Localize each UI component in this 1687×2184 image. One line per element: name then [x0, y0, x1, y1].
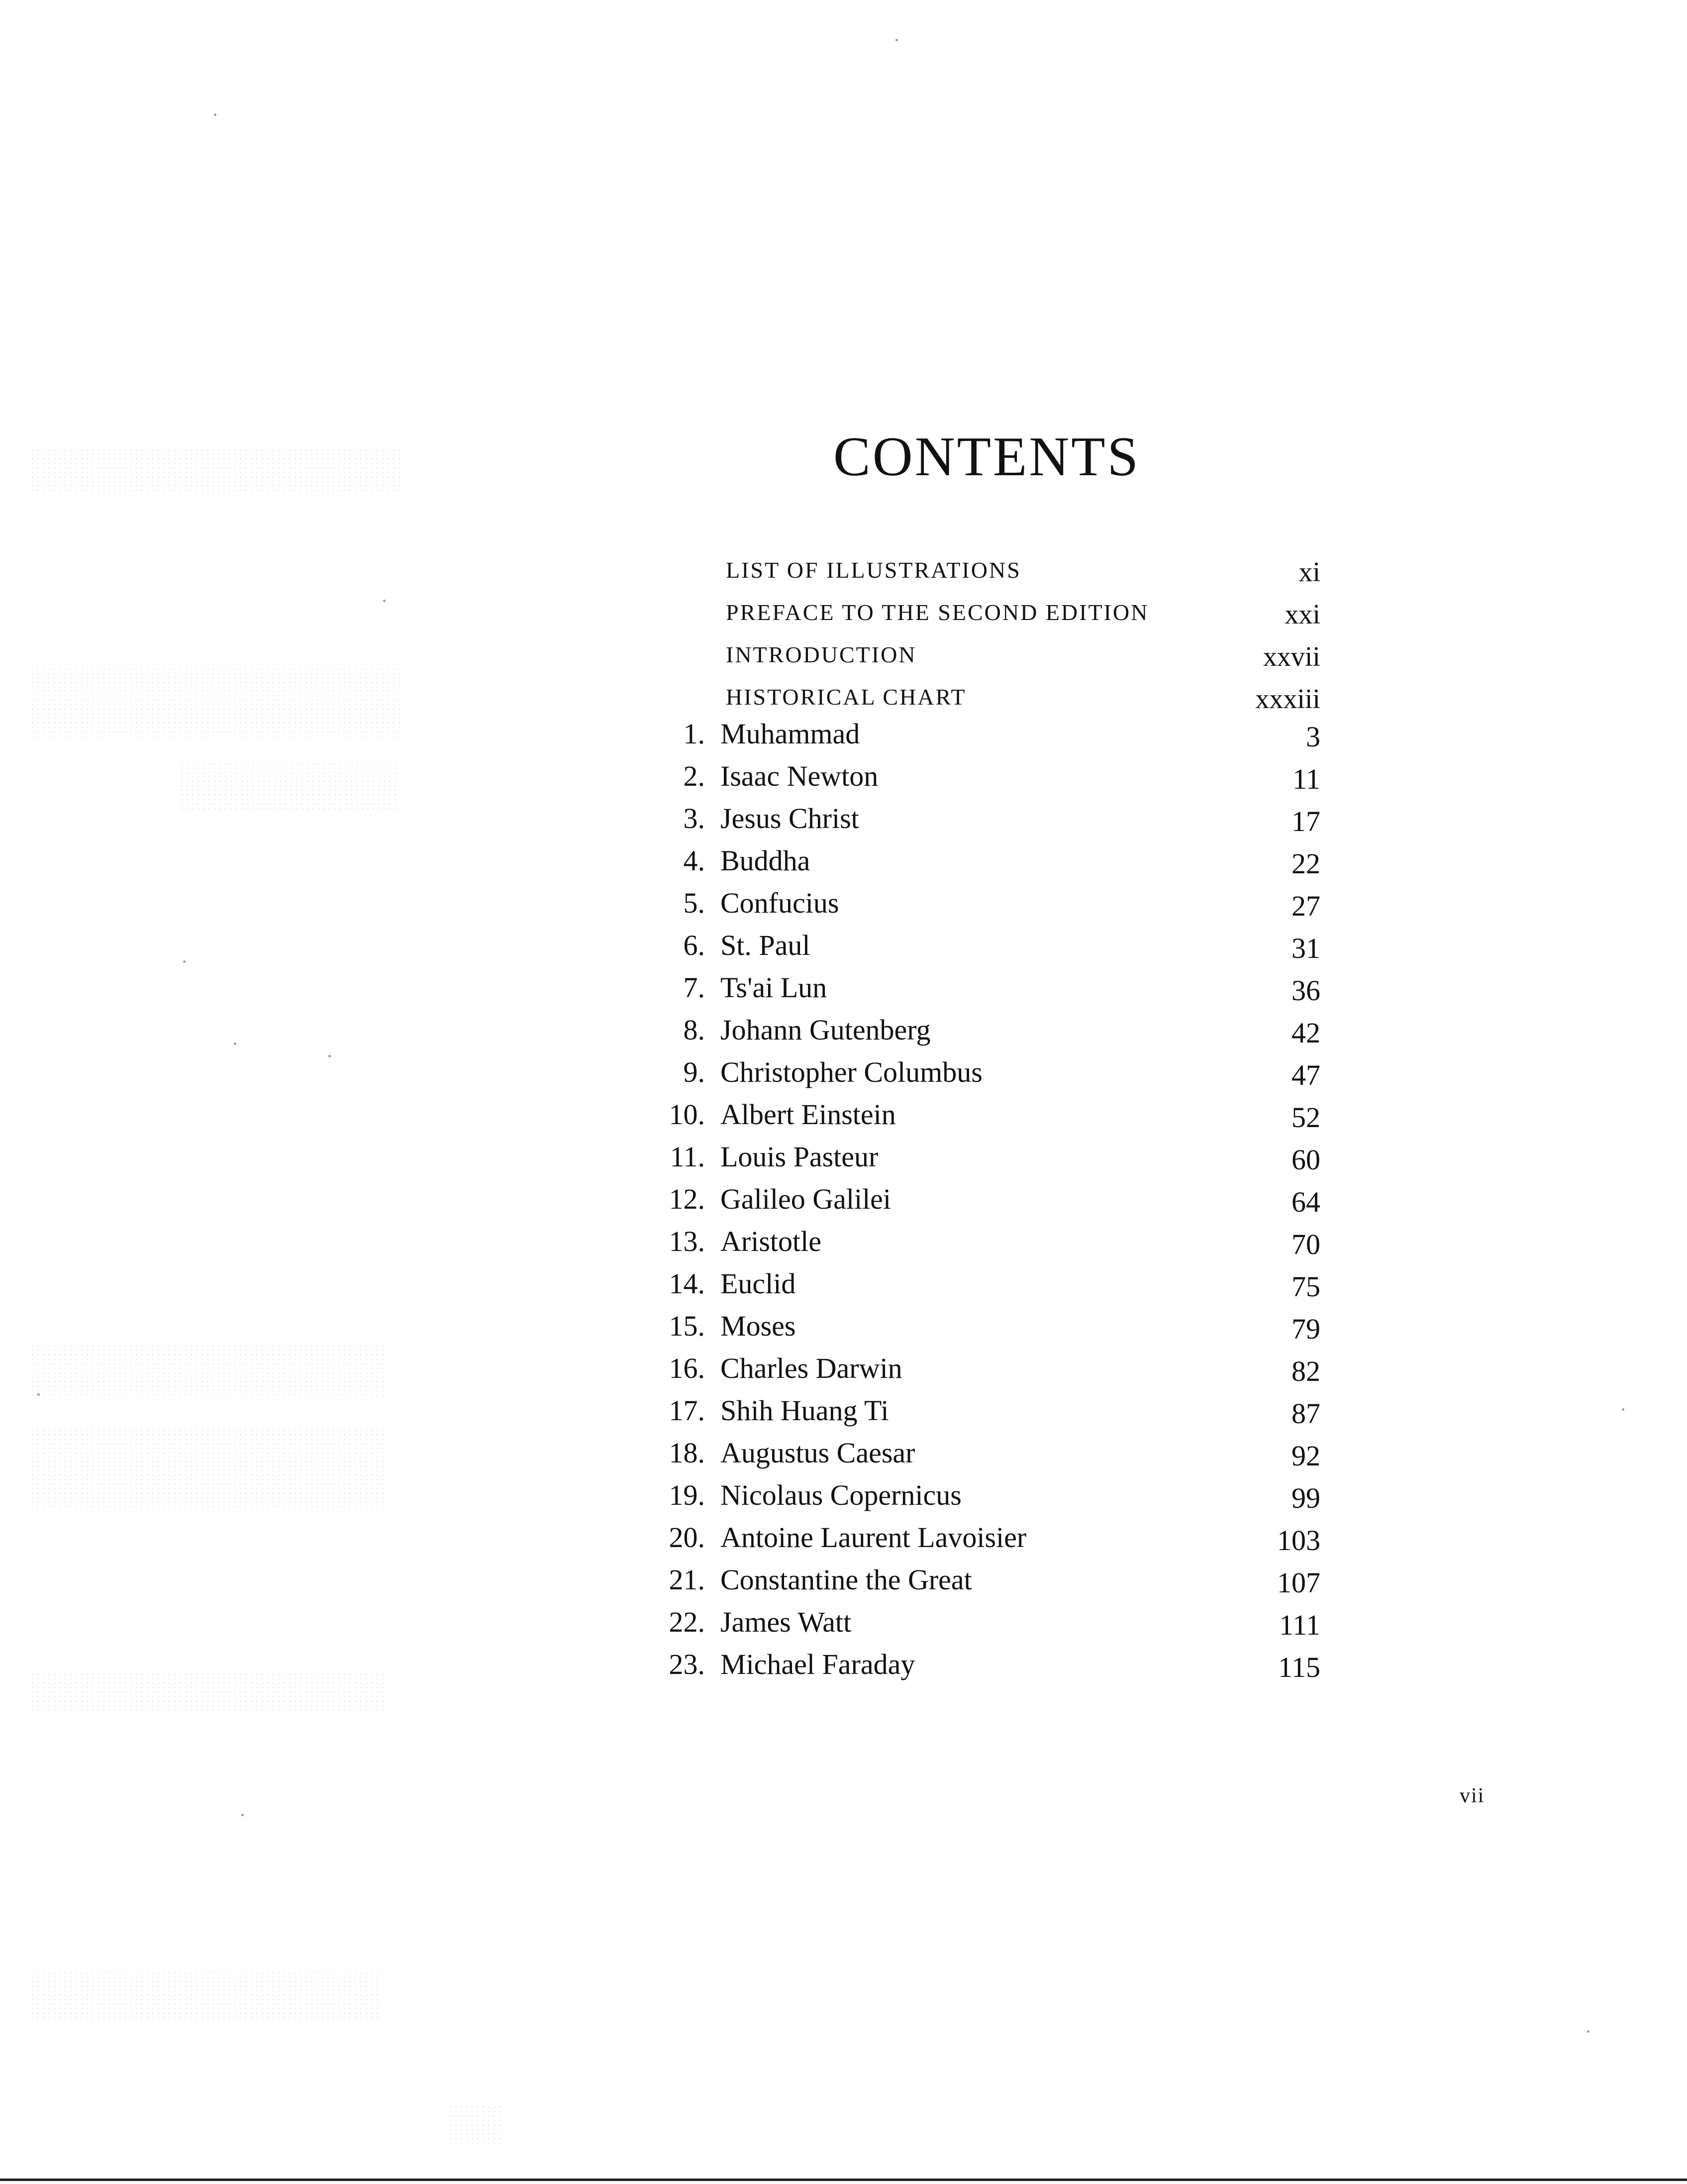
chapter-title: Louis Pasteur	[720, 1141, 879, 1173]
chapter-title: Johann Gutenberg	[720, 1014, 931, 1046]
chapter-title: Confucius	[720, 887, 839, 919]
show-through-smudge	[30, 448, 403, 493]
chapter-entry[interactable]	[647, 1434, 1320, 1476]
chapter-title: Euclid	[720, 1267, 796, 1300]
chapter-page-number: 3	[1306, 721, 1320, 753]
chapter-number: 22.	[669, 1606, 705, 1638]
chapter-page-number: 42	[1291, 1017, 1320, 1049]
chapter-entry[interactable]	[647, 884, 1320, 927]
chapter-number: 14.	[669, 1267, 705, 1300]
chapter-page-number: 115	[1278, 1651, 1320, 1683]
chapter-entry[interactable]	[647, 1138, 1320, 1180]
chapter-number: 23.	[669, 1648, 705, 1680]
chapter-entry[interactable]	[647, 1265, 1320, 1307]
chapter-title: Jesus Christ	[720, 802, 859, 834]
front-matter-entry[interactable]	[726, 553, 1320, 596]
chapter-entry[interactable]	[647, 1223, 1320, 1265]
chapter-title: Augustus Caesar	[720, 1437, 915, 1469]
chapter-entry[interactable]	[647, 842, 1320, 884]
chapter-entry[interactable]	[647, 715, 1320, 757]
chapter-title: Shih Huang Ti	[720, 1394, 889, 1427]
chapter-page-number: 47	[1291, 1059, 1320, 1091]
entry-title: PREFACE TO THE SECOND EDITION	[726, 600, 1149, 625]
chapter-number: 12.	[669, 1183, 705, 1215]
entry-page-number: xxi	[1285, 599, 1320, 630]
chapter-entry[interactable]	[647, 1011, 1320, 1053]
chapter-title: Nicolaus Copernicus	[720, 1479, 962, 1511]
chapter-entry[interactable]	[647, 1350, 1320, 1392]
front-matter-list	[726, 553, 1320, 723]
chapter-number: 18.	[669, 1437, 705, 1469]
entry-title: INTRODUCTION	[726, 642, 917, 667]
entry-title: HISTORICAL CHART	[726, 684, 967, 710]
chapter-title: James Watt	[720, 1606, 852, 1638]
chapter-number: 10.	[669, 1098, 705, 1131]
dust-speck	[1587, 2030, 1589, 2033]
show-through-smudge	[30, 667, 403, 736]
chapter-number: 2.	[683, 760, 705, 792]
entry-page-number: xxxiii	[1255, 684, 1320, 715]
chapter-title: Moses	[720, 1310, 796, 1342]
chapter-page-number: 17	[1291, 805, 1320, 837]
chapter-title: Muhammad	[720, 718, 860, 750]
chapter-title: Albert Einstein	[720, 1098, 896, 1131]
entry-title: LIST OF ILLUSTRATIONS	[726, 557, 1021, 583]
chapter-number: 1.	[683, 718, 705, 750]
front-matter-entry[interactable]	[726, 596, 1320, 638]
dust-speck	[383, 600, 386, 602]
chapter-entry[interactable]	[647, 1392, 1320, 1434]
chapter-page-number: 99	[1291, 1482, 1320, 1514]
dust-speck	[328, 1055, 331, 1057]
chapter-entry[interactable]	[647, 1307, 1320, 1350]
chapter-entry[interactable]	[647, 757, 1320, 800]
chapter-title: Antoine Laurent Lavoisier	[720, 1521, 1027, 1554]
chapter-title: Constantine the Great	[720, 1563, 972, 1596]
chapter-title: Charles Darwin	[720, 1352, 902, 1384]
chapter-title: Galileo Galilei	[720, 1183, 892, 1215]
chapter-entry[interactable]	[647, 1519, 1320, 1561]
dust-speck	[241, 1814, 244, 1816]
chapter-page-number: 22	[1291, 847, 1320, 880]
chapter-entry[interactable]	[647, 1096, 1320, 1138]
dust-speck	[895, 39, 898, 41]
dust-speck	[183, 960, 186, 963]
chapter-page-number: 75	[1291, 1270, 1320, 1303]
chapter-title: Ts'ai Lun	[720, 971, 827, 1004]
chapter-page-number: 79	[1291, 1313, 1320, 1345]
chapter-number: 11.	[670, 1141, 705, 1173]
chapter-page-number: 111	[1279, 1609, 1320, 1641]
chapter-page-number: 70	[1291, 1228, 1320, 1260]
chapter-number: 17.	[669, 1394, 705, 1427]
chapter-entry[interactable]	[647, 1053, 1320, 1096]
chapter-entry[interactable]	[647, 1561, 1320, 1603]
chapter-entry[interactable]	[647, 1646, 1320, 1688]
front-matter-entry[interactable]	[726, 638, 1320, 680]
show-through-smudge	[30, 1971, 378, 2020]
chapter-page-number: 11	[1292, 763, 1320, 795]
dust-speck	[214, 113, 216, 116]
page-title: CONTENTS	[833, 426, 1140, 488]
chapter-page-number: 31	[1291, 932, 1320, 964]
show-through-smudge	[179, 761, 398, 811]
page-number: vii	[1460, 1784, 1485, 1807]
chapter-title: Christopher Columbus	[720, 1056, 983, 1088]
chapter-number: 8.	[683, 1014, 705, 1046]
chapter-list	[647, 715, 1320, 1688]
dust-speck	[37, 1393, 40, 1396]
dust-speck	[234, 1042, 236, 1045]
chapter-number: 9.	[683, 1056, 705, 1088]
chapter-page-number: 27	[1291, 890, 1320, 922]
chapter-number: 20.	[669, 1521, 705, 1554]
chapter-number: 21.	[669, 1563, 705, 1596]
chapter-number: 15.	[669, 1310, 705, 1342]
entry-page-number: xxvii	[1263, 641, 1320, 672]
chapter-page-number: 64	[1291, 1186, 1320, 1218]
chapter-page-number: 60	[1291, 1144, 1320, 1176]
chapter-number: 7.	[683, 971, 705, 1004]
show-through-smudge	[30, 1344, 388, 1398]
chapter-entry[interactable]	[647, 927, 1320, 969]
chapter-title: Michael Faraday	[720, 1648, 915, 1680]
chapter-page-number: 92	[1291, 1440, 1320, 1472]
show-through-smudge	[30, 1672, 388, 1712]
chapter-page-number: 36	[1291, 974, 1320, 1007]
chapter-number: 13.	[669, 1225, 705, 1257]
chapter-number: 16.	[669, 1352, 705, 1384]
chapter-page-number: 107	[1277, 1566, 1320, 1599]
chapter-entry[interactable]	[647, 1603, 1320, 1646]
chapter-number: 5.	[683, 887, 705, 919]
chapter-entry[interactable]	[647, 800, 1320, 842]
show-through-smudge	[448, 2105, 502, 2145]
chapter-entry[interactable]	[647, 1476, 1320, 1519]
chapter-title: St. Paul	[720, 929, 810, 961]
scan-edge-rule	[0, 2179, 1687, 2181]
chapter-page-number: 103	[1277, 1524, 1320, 1557]
chapter-number: 6.	[683, 929, 705, 961]
chapter-number: 3.	[683, 802, 705, 834]
dust-speck	[1622, 1408, 1624, 1411]
chapter-page-number: 82	[1291, 1355, 1320, 1387]
chapter-number: 19.	[669, 1479, 705, 1511]
chapter-title: Aristotle	[720, 1225, 821, 1257]
chapter-page-number: 87	[1291, 1397, 1320, 1430]
show-through-smudge	[30, 1428, 388, 1508]
chapter-number: 4.	[683, 844, 705, 877]
entry-page-number: xi	[1298, 557, 1320, 588]
chapter-title: Buddha	[720, 844, 810, 877]
chapter-entry[interactable]	[647, 1180, 1320, 1223]
chapter-title: Isaac Newton	[720, 760, 879, 792]
chapter-page-number: 52	[1291, 1101, 1320, 1134]
chapter-entry[interactable]	[647, 969, 1320, 1011]
